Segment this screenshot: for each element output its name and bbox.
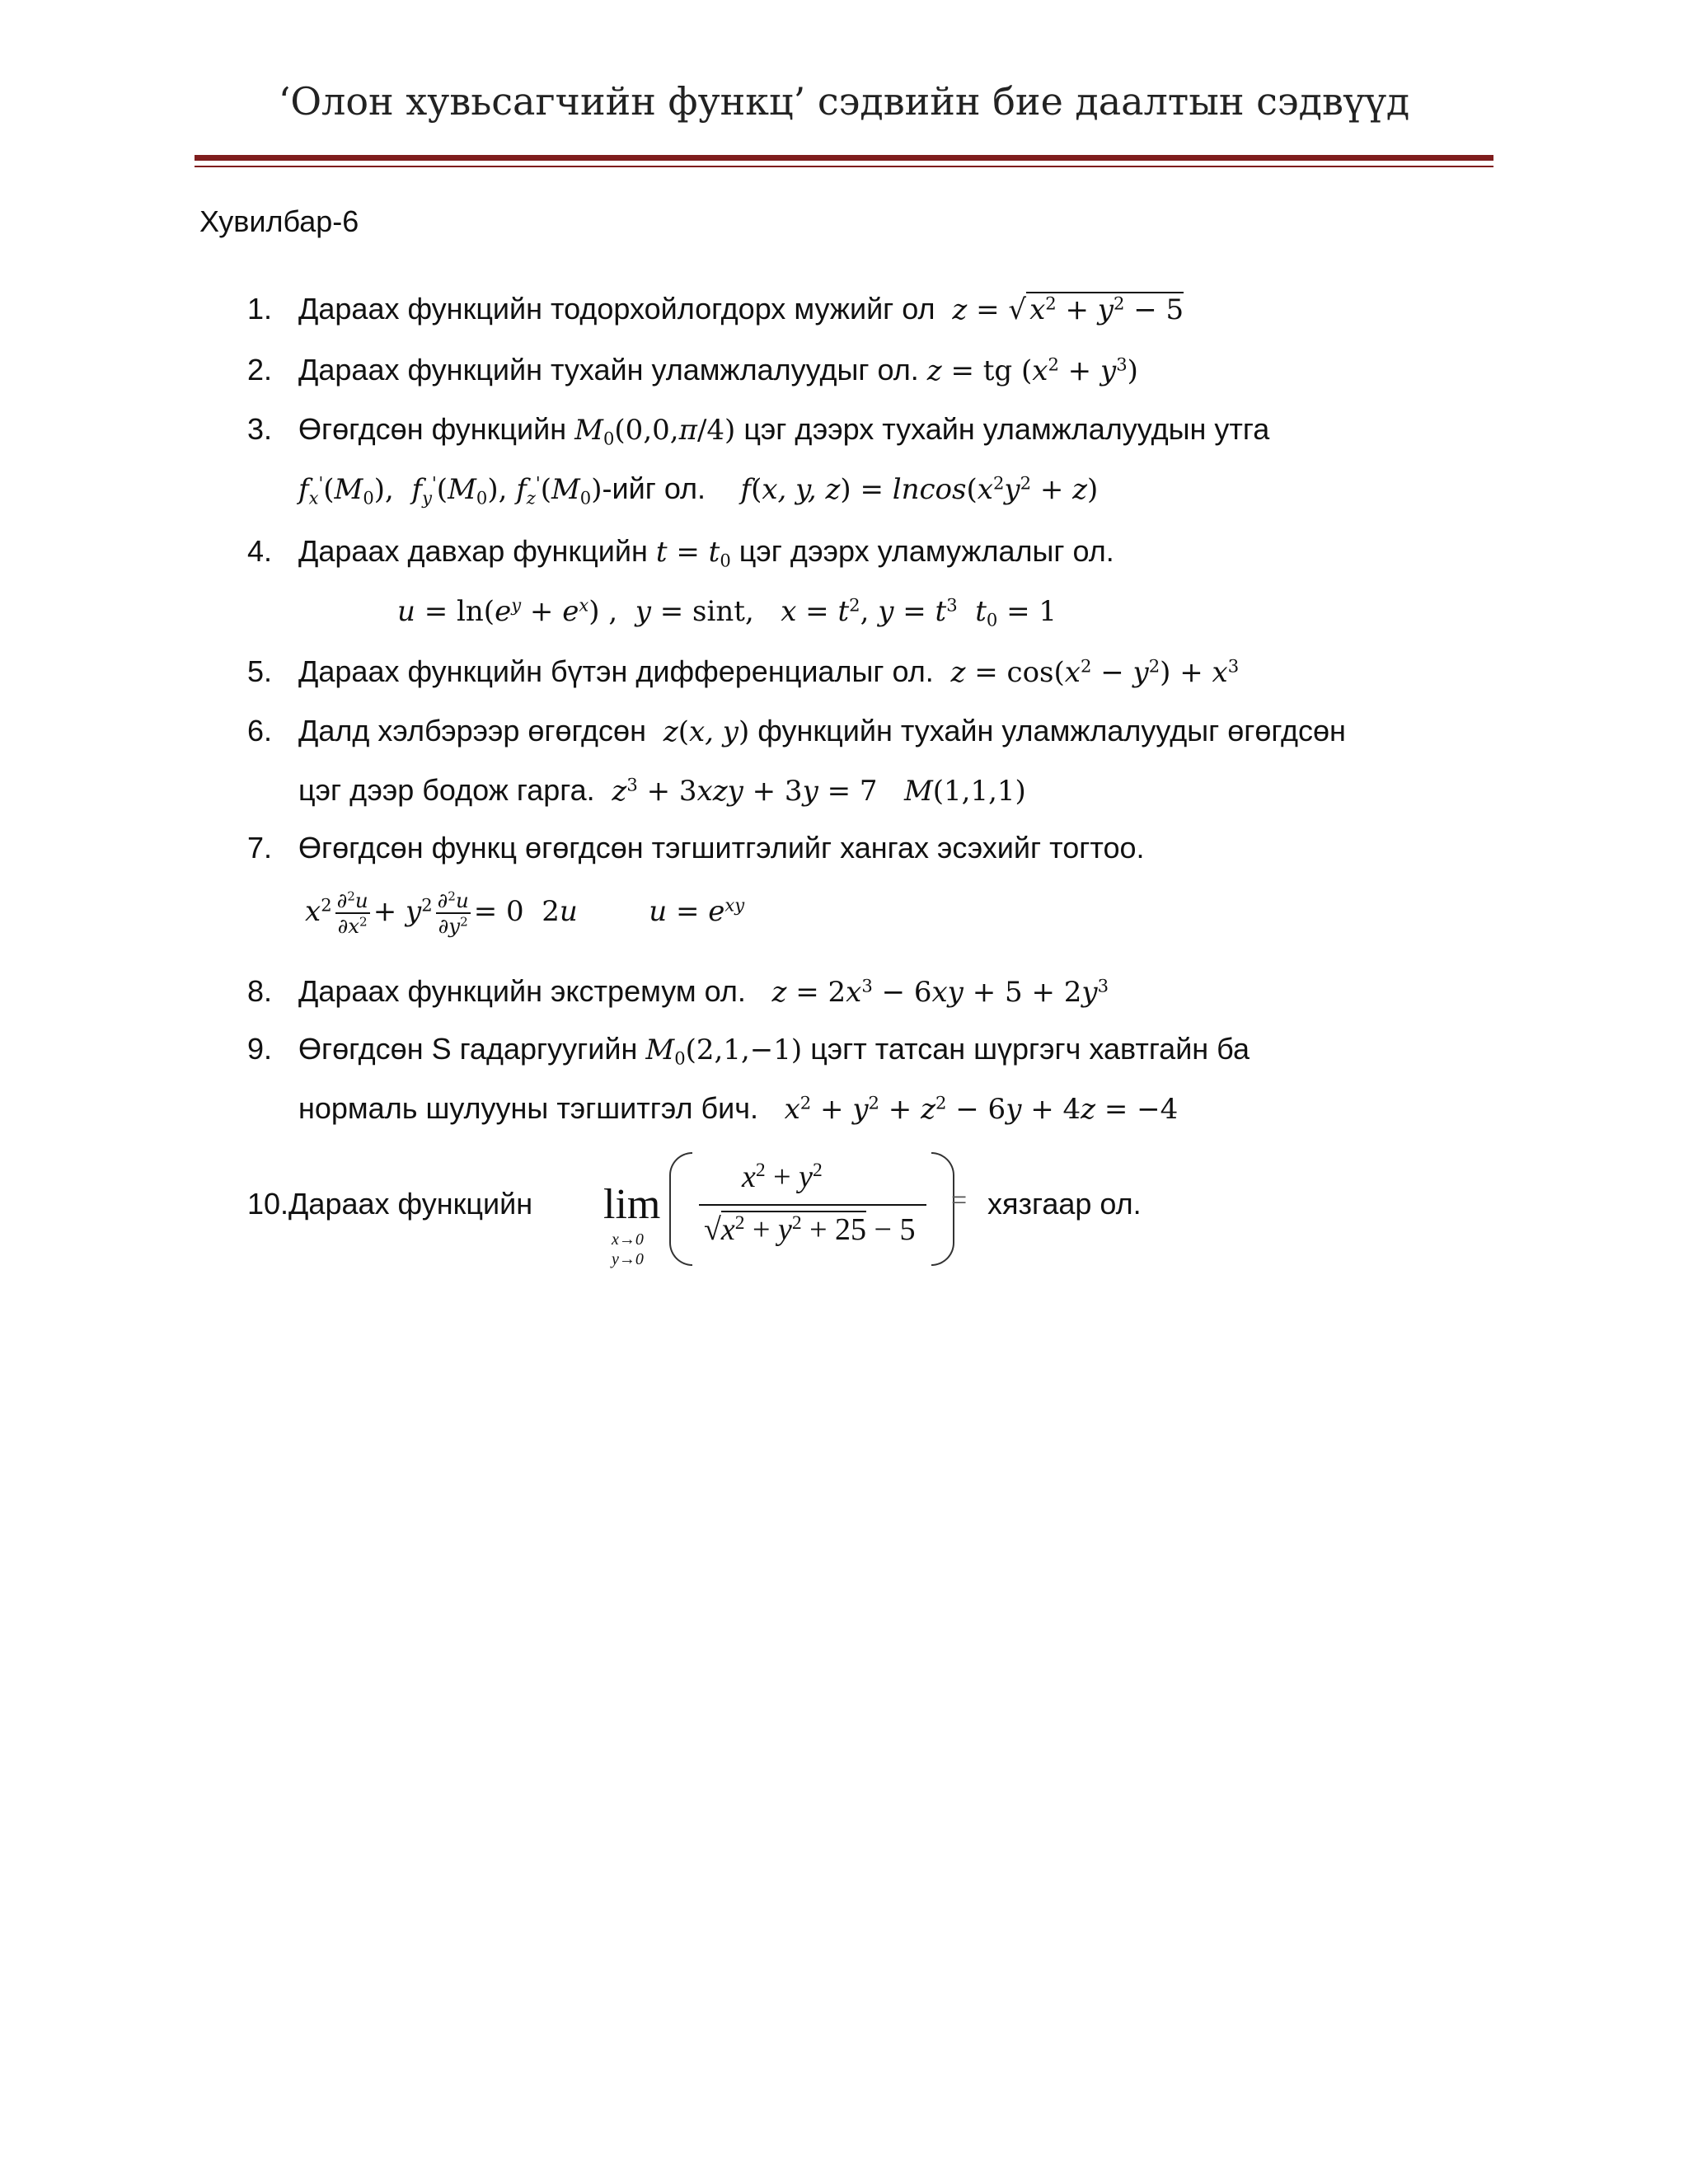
item-text: Өгөгдсөн функц өгөгдсөн тэгшитгэлийг хангах эсэхийг тогтоо. — [298, 831, 1145, 865]
list-item: 8. Дараах функцийн экстремум ол. $z = 2x^3 - 6xy + 5 + 2y^3$ — [247, 974, 1109, 1009]
list-item: 3. Өгөгдсөн функцийн $M_0(0,0,\pi/4)$ цэг дээрх тухайн уламжлалуудын утга — [247, 412, 1270, 449]
variant-label: Хувилбар-6 — [199, 204, 359, 238]
item-text: Далд хэлбэрээр өгөгдсөн — [298, 714, 646, 748]
list-item-continuation — [298, 471, 1099, 509]
formula: $M_0(2,1,-1)$ — [645, 1033, 803, 1069]
item-text: цэг дээр бодож гарга. — [298, 773, 595, 807]
list-item: 1. Дараах функцийн тодорхойлогдорх мужийг ол z = √ $x^2 + y^2 - 5$ — [247, 292, 1184, 326]
list-item: 2. Дараах функцийн тухайн уламжлалуудыг ол. z = tg $(x^2 + y^3)$ — [247, 353, 1138, 387]
item-text: Өгөгдсөн функцийн — [298, 412, 567, 446]
item-text: хязгаар ол. — [987, 1187, 1142, 1221]
formula: $x^2$ $\frac{\partial^2u}{\partial x^2}$ + $y^2$ $\frac{\partial^2u}{\partial y^2}$ = 0 2u $u = e^{xy}$ — [305, 888, 745, 938]
formula: $x^2 + y^2 + z^2 - 6y + 4z = -4$ — [767, 1092, 1179, 1126]
formula: $z = \cos(x^2 - y^2) + x^3$ — [941, 655, 1240, 689]
item-text: -ийг ол. — [602, 471, 706, 505]
item-text: цэг дээрх уламужлалыг ол. — [738, 534, 1114, 568]
list-item: 10.Дараах функцийн — [247, 1187, 533, 1221]
list-item: 4. Дараах давхар функцийн $t = t_0$ цэг дээрх уламужлалыг ол. — [247, 534, 1114, 571]
item-text: Дараах функцийн тодорхойлогдорх мужийг ол — [298, 292, 935, 326]
list-item-continuation — [305, 888, 744, 938]
header-rule-thin — [195, 166, 1493, 167]
left-paren — [669, 1152, 692, 1266]
list-item: 9. Өгөгдсөн S гадаргуугийн $M_0(2,1,-1)$ цэгт татсан шүргэгч хавтгайн ба — [247, 1032, 1250, 1069]
item-text: нормаль шулууны тэгшитгэл бич. — [298, 1091, 758, 1125]
lim-symbol: lim — [603, 1181, 661, 1228]
item-text: Дараах функцийн тухайн уламжлалуудыг ол. — [298, 353, 919, 387]
formula: $f_x'(M_0)$, $f_y'(M_0)$, $f_z'(M_0)$ — [298, 472, 603, 509]
formula: $t = t_0$ — [655, 536, 731, 571]
formula: $M_0(0,0,\pi/4)$ — [574, 414, 736, 449]
item-text: Дараах функцийн экстремум ол. — [298, 974, 746, 1008]
limit-numerator: $x^2 + y^2$ — [742, 1160, 823, 1194]
limit-formula — [593, 1146, 964, 1269]
item-text: цэгт татсан шүргэгч хавтгайн ба — [810, 1032, 1250, 1066]
item-text: Өгөгдсөн S гадаргуугийн — [298, 1032, 638, 1066]
list-item: 5. Дараах функцийн бүтэн дифференциалыг ол. $z = \cos(x^2 - y^2) + x^3$ — [247, 654, 1240, 689]
list-item-continuation — [298, 1091, 1178, 1126]
item-text: Дараах функцийн — [288, 1187, 533, 1221]
formula: $z = 2x^3 - 6xy + 5 + 2y^3$ — [753, 975, 1109, 1009]
formula: z = tg $(x^2 + y^3)$ — [926, 354, 1138, 387]
formula: z(x, y) — [654, 715, 750, 748]
page-title: ‘Олон хувьсагчийн функц’ сэдвийн бие даалтын сэдвүүд — [278, 79, 1410, 124]
list-item-continuation — [298, 773, 1026, 808]
list-item: 7. Өгөгдсөн функц өгөгдсөн тэгшитгэлийг хангах эсэхийг тогтоо. — [247, 831, 1145, 865]
formula: $z^3 + 3xzy + 3y = 7$ M(1,1,1) — [603, 774, 1026, 808]
lim-subscript: x→0 y→0 — [612, 1230, 644, 1268]
item-text: цэг дээрх тухайн уламжлалуудын утга — [743, 412, 1270, 446]
item-text: функцийн тухайн уламжлалуудыг өгөгдсөн — [757, 714, 1346, 748]
list-item: 6. Далд хэлбэрээр өгөгдсөн z(x, y) функцийн тухайн уламжлалуудыг өгөгдсөн — [247, 714, 1346, 748]
formula: f(x, y, $z) = lncos(x^2y^2 + z)$ — [714, 472, 1099, 506]
item-text: Дараах функцийн бүтэн дифференциалыг ол. — [298, 654, 934, 688]
fraction-bar — [699, 1204, 926, 1206]
limit-denominator: $√x^2 + y^2 + 25 - 5$ — [704, 1212, 916, 1247]
item-text: Дараах давхар функцийн — [298, 534, 648, 568]
equals-sign: = — [951, 1185, 968, 1216]
formula: z = √ $x^2 + y^2 - 5$ — [943, 293, 1184, 326]
formula: $u = \ln(e^y + e^x)$ , y = sint, $x = t^2$, $y = t^3$ $t_0 = 1$ — [397, 594, 1057, 630]
header-rule-thick — [195, 155, 1493, 161]
list-item-continuation — [397, 593, 1057, 628]
